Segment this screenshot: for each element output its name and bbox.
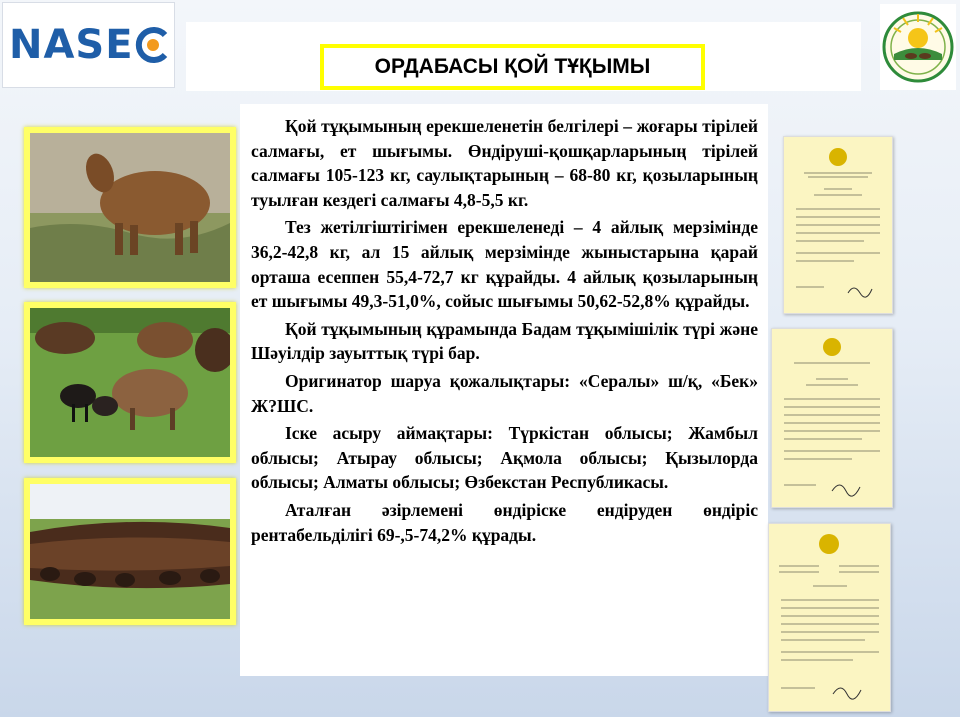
- sheep-with-lambs-photo-icon: [30, 308, 230, 457]
- nasec-logo-text: NASE: [9, 22, 134, 68]
- patent-document-icon: [784, 137, 892, 313]
- paragraph-breed-composition: Қой тұқымының құрамында Бадам тұқымішілік түрі және Шәуілдір зауыттық түрі бар.: [251, 318, 758, 364]
- sheep-flock-photo-icon: [30, 484, 230, 619]
- patent-certificate-2: [771, 328, 893, 508]
- paragraph-distinctive-traits: Қой тұқымының ерекшеленетін белгілері – жоғары тірілей салмағы, ет шығымы. Өндіруші-қошқарларының тірілей салмағы 105-123 кг, саулықтарының – 68-80 кг, қозыларының туылған кездегі салмағы 4,8-5,5 кг.: [251, 116, 758, 210]
- paragraph-early-maturity: Тез жетілгіштігімен ерекшеленеді – 4 айлық мерзімінде 36,2-42,8 кг, ал 15 айлық мерзімінде жыныстарына қарай орташа есеппен 55,4-72,7 кг құрайды. 4 айлық қозыларының ет шығымы 49,3-51,0%, сойыс шығымы 50,62-52,8% құрайды.: [251, 217, 758, 312]
- nasec-logo-mark-icon: [132, 25, 172, 65]
- brown-ram-photo-icon: [30, 133, 230, 282]
- photo-frame-large-flock: [24, 478, 236, 625]
- patent-document-icon: [769, 524, 890, 711]
- patent-certificate-1: [783, 136, 893, 314]
- description-panel: [240, 104, 768, 676]
- photo-frame-ram: [24, 127, 236, 288]
- paragraph-originator: Оригинатор шаруа қожалықтары: «Сералы» ш/қ, «Бек» Ж?ШС.: [251, 370, 758, 416]
- title-box: [320, 44, 705, 90]
- page-title: ОРДАБАСЫ ҚОЙ ТҰҚЫМЫ: [374, 55, 651, 78]
- photo-frame-flock-with-lambs: [24, 302, 236, 463]
- paragraph-regions: Іске асыру аймақтары: Түркістан облысы; Жамбыл облысы; Атырау облысы; Ақмола облысы; Қызылорда облысы; Алматы облысы; Өзбекстан Республикасы.: [251, 423, 758, 493]
- paragraph-profitability: Аталған әзірлемені өндіріске ендіруден өндіріс рентабельділігі 69-,5-74,2% құрады.: [251, 499, 758, 545]
- nasec-logo: [2, 2, 175, 88]
- institute-emblem-icon: [880, 4, 956, 90]
- patent-document-icon: [772, 329, 892, 507]
- patent-certificate-3: [768, 523, 891, 712]
